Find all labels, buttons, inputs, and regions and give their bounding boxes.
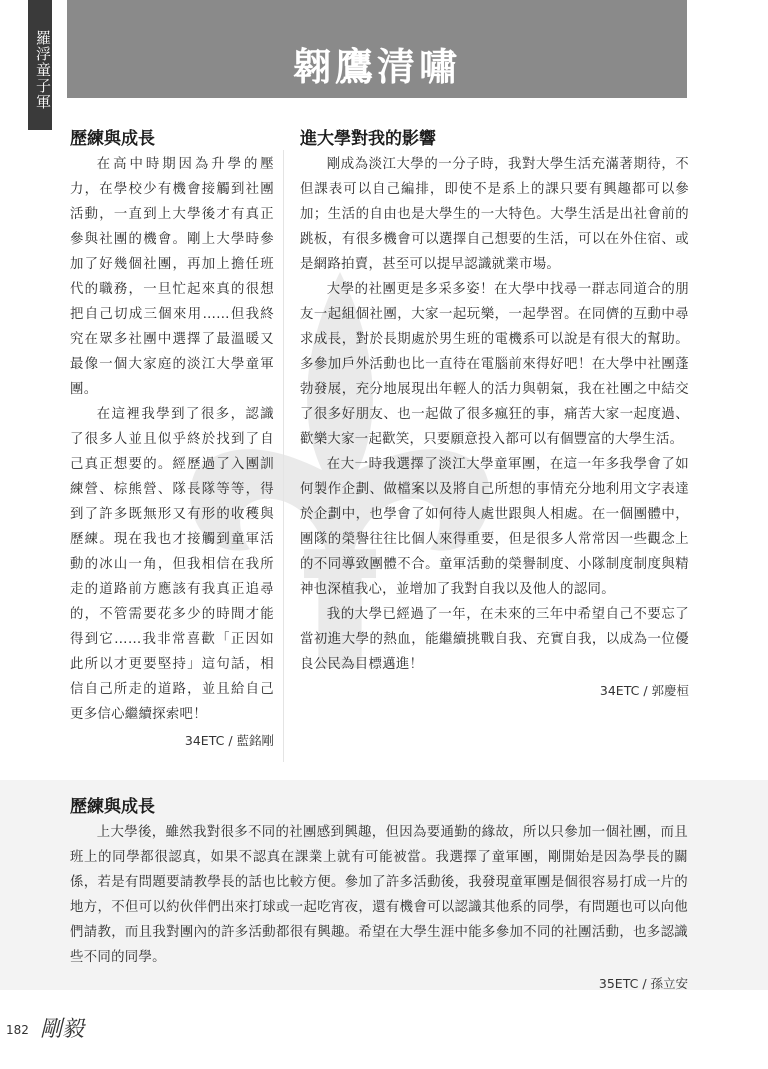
column-divider — [283, 150, 284, 762]
left-article — [70, 152, 274, 753]
right-paragraph-1: 剛成為淡江大學的一分子時，我對大學生活充滿著期待，不但課表可以自己編排，即使不是系上的課只要有興趣都可以參加；生活的自由也是大學生的一大特色。大學生活是出社會前的跳板，有很多機會可以選擇自己想要的生活，可以在外住宿、或是網路拍賣，甚至可以提早認識就業市場。 — [300, 157, 689, 272]
bottom-paragraph-1: 上大學後，雖然我對很多不同的社團感到興趣，但因為要通勤的緣故，所以只參加一個社團，而且班上的同學都很認真，如果不認真在課業上就有可能被當。我選擇了童軍團，剛開始是因為學長的關係，若是有問題要請教學長的話也比較方便。參加了許多活動後，我發現童軍團是個很容易打成一片的地方，不但可以約伙伴們出來打球或一起吃宵夜，還有機會可以認識其他系的同學，有問題也可以向他們請教，而且我對團內的許多活動都很有興趣。希望在大學生涯中能多參加不同的社團活動，也多認識些不同的同學。 — [70, 825, 688, 965]
right-paragraph-3: 在大一時我選擇了淡江大學童軍團，在這一年多我學會了如何製作企劃、做檔案以及將自己所想的事情充分地利用文字表達於企劃中，也學會了如何待人處世跟與人相處。在一個團體中，團隊的榮譽往往比個人來得重要，但是很多人常常因一些觀念上的不同導致團體不合。童軍活動的榮譽制度、小隊制度制度與精神也深植我心，並增加了我對自我以及他人的認同。 — [300, 457, 689, 597]
right-article-heading: 進大學對我的影響 — [300, 129, 436, 149]
left-signature: 34ETC / 藍銘剛 — [184, 733, 274, 748]
publication-logo: 剛毅 — [40, 1017, 85, 1042]
left-paragraph-1: 在高中時期因為升學的壓力，在學校少有機會接觸到社團活動，一直到上大學後才有真正參與社團的機會。剛上大學時參加了好幾個社團，再加上擔任班代的職務，一旦忙起來真的很想把自己切成三個來用……但我終究在眾多社團中選擇了最溫暖又最像一個大家庭的淡江大學童軍團。 — [70, 157, 274, 397]
page-number: 182 — [6, 1023, 29, 1037]
bottom-signature: 35ETC / 孫立安 — [598, 976, 688, 991]
right-article — [300, 152, 689, 703]
header-banner — [67, 0, 687, 98]
page-title: 翱鷹清嘯 — [292, 45, 461, 89]
bottom-article-heading: 歷練與成長 — [70, 797, 155, 817]
left-article-heading: 歷練與成長 — [70, 129, 155, 149]
bottom-article — [70, 820, 688, 996]
side-section-tab: 羅浮童子軍 — [28, 0, 52, 130]
right-paragraph-4: 我的大學已經過了一年，在未來的三年中希望自己不要忘了當初進大學的熱血，能繼續挑戰自我、充實自我，以成為一位優良公民為目標邁進！ — [300, 607, 689, 672]
right-paragraph-2: 大學的社團更是多采多姿！在大學中找尋一群志同道合的朋友一起組個社團，大家一起玩樂，一起學習。在同儕的互動中尋求成長，對於長期處於男生班的電機系可以說是有很大的幫助。多參加戶外活動也比一直待在電腦前來得好吧！在大學中社團蓬勃發展，充分地展現出年輕人的活力與朝氣，我在社團之中結交了很多好朋友、也一起做了很多瘋狂的事，痛苦大家一起度過、歡樂大家一起歡笑，只要願意投入都可以有個豐富的大學生活。 — [300, 282, 689, 447]
right-signature: 34ETC / 郭慶桓 — [599, 683, 689, 698]
left-paragraph-2: 在這裡我學到了很多，認識了很多人並且似乎終於找到了自己真正想要的。經歷過了入團訓練營、棕熊營、隊長隊等等，得到了許多既無形又有形的收穫與歷練。現在我也才接觸到童軍活動的冰山一角，但我相信在我所走的道路前方應該有我真正追尋的，不管需要花多少的時間才能得到它……我非常喜歡「正因如此所以才更要堅持」這句話，相信自己所走的道路，並且給自己更多信心繼續探索吧！ — [70, 407, 274, 722]
